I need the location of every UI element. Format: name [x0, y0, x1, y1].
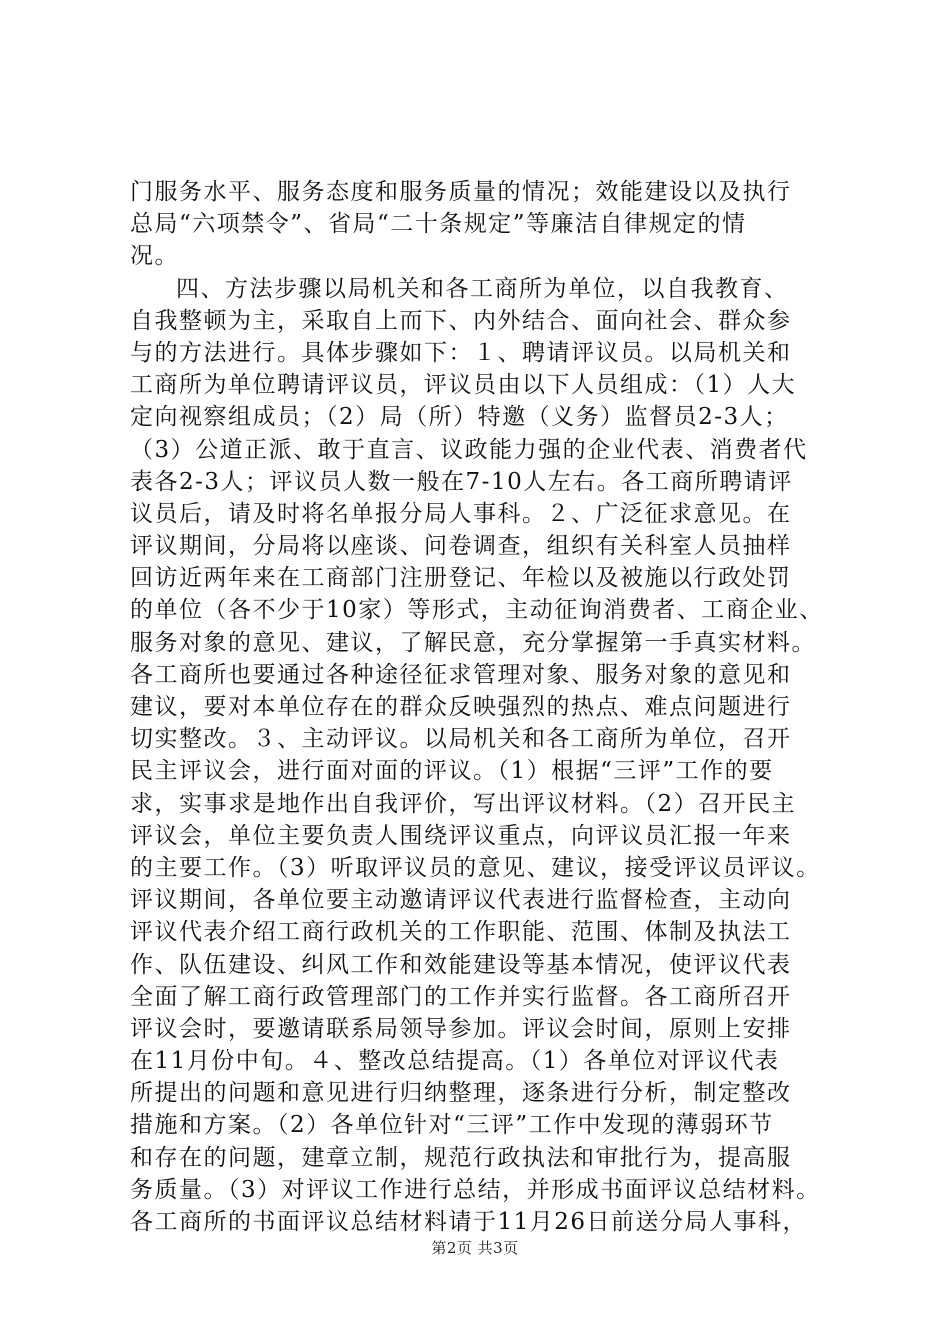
- text-line: 况。: [130, 243, 179, 270]
- text-line: 定向视察组成员；（2）局（所）特邀（义务）监督员2-3人；: [130, 404, 789, 431]
- text-line: 措施和方案。（2）各单位针对“三评”工作中发现的薄弱环节: [130, 1112, 774, 1139]
- text-line: 评议会，单位主要负责人围绕评议重点，向评议员汇报一年来: [130, 822, 792, 849]
- text-line: 民主评议会，进行面对面的评议。（1）根据“三评”工作的要: [130, 758, 774, 785]
- page-number-footer: 第2页 共3页: [431, 1239, 519, 1257]
- text-line: 所提出的问题和意见进行归纳整理，逐条进行分析，制定整改: [130, 1080, 792, 1107]
- text-line: （3）公道正派、敢于直言、议政能力强的企业代表、消费者代: [130, 436, 808, 463]
- text-line: 求，实事求是地作出自我评价，写出评议材料。（2）召开民主: [130, 790, 797, 817]
- text-line: 务质量。（3）对评议工作进行总结，并形成书面评议总结材料。: [130, 1176, 821, 1203]
- text-line: 评议期间，各单位要主动邀请评议代表进行监督检查，主动向: [130, 887, 792, 914]
- text-line: 总局“六项禁令”、省局“二十条规定”等廉洁自律规定的情: [130, 211, 747, 238]
- paragraph-start-line: 四、方法步骤以局机关和各工商所为单位，以自我教育、: [176, 275, 789, 302]
- text-line: 建议，要对本单位存在的群众反映强烈的热点、难点问题进行: [130, 694, 792, 720]
- text-line: 表各2-3人；评议员人数一般在7-10人左右。各工商所聘请评: [130, 468, 793, 495]
- text-line: 各工商所也要通过各种途径征求管理对象、服务对象的意见和: [130, 661, 792, 688]
- text-line: 评议代表介绍工商行政机关的工作职能、范围、体制及执法工: [130, 919, 792, 946]
- text-line: 工商所为单位聘请评议员，评议员由以下人员组成：（1）人大: [130, 372, 797, 399]
- text-line: 议员后，请及时将名单报分局人事科。２、广泛征求意见。在: [130, 500, 792, 527]
- text-line: 门服务水平、服务态度和服务质量的情况；效能建设以及执行: [130, 179, 792, 205]
- text-line: 作、队伍建设、纠风工作和效能建设等基本情况，使评议代表: [130, 951, 792, 978]
- text-line: 和存在的问题，建章立制，规范行政执法和审批行为，提高服: [130, 1144, 792, 1171]
- text-line: 在11月份中旬。４、整改总结提高。（1）各单位对评议代表: [130, 1048, 780, 1075]
- text-line: 评议期间，分局将以座谈、问卷调查，组织有关科室人员抽样: [130, 533, 792, 560]
- text-line: 回访近两年来在工商部门注册登记、年检以及被施以行政处罚: [130, 565, 792, 592]
- text-line: 与的方法进行。具体步骤如下：１、聘请评议员。以局机关和: [130, 339, 792, 366]
- text-line: 自我整顿为主，采取自上而下、内外结合、面向社会、群众参: [130, 307, 792, 334]
- text-line: 全面了解工商行政管理部门的工作并实行监督。各工商所召开: [130, 983, 792, 1010]
- text-line: 各工商所的书面评议总结材料请于11月26日前送分局人事科，: [130, 1209, 808, 1235]
- text-line: 服务对象的意见、建议，了解民意，充分掌握第一手真实材料。: [130, 629, 816, 656]
- text-line: 切实整改。３、主动评议。以局机关和各工商所为单位，召开: [130, 726, 792, 753]
- text-line: 的主要工作。（3）听取评议员的意见、建议，接受评议员评议。: [130, 854, 821, 881]
- text-line: 的单位（各不少于10家）等形式，主动征询消费者、工商企业、: [130, 597, 824, 624]
- body-text: [130, 176, 830, 1238]
- text-line: 评议会时，要邀请联系局领导参加。评议会时间，原则上安排: [130, 1015, 792, 1042]
